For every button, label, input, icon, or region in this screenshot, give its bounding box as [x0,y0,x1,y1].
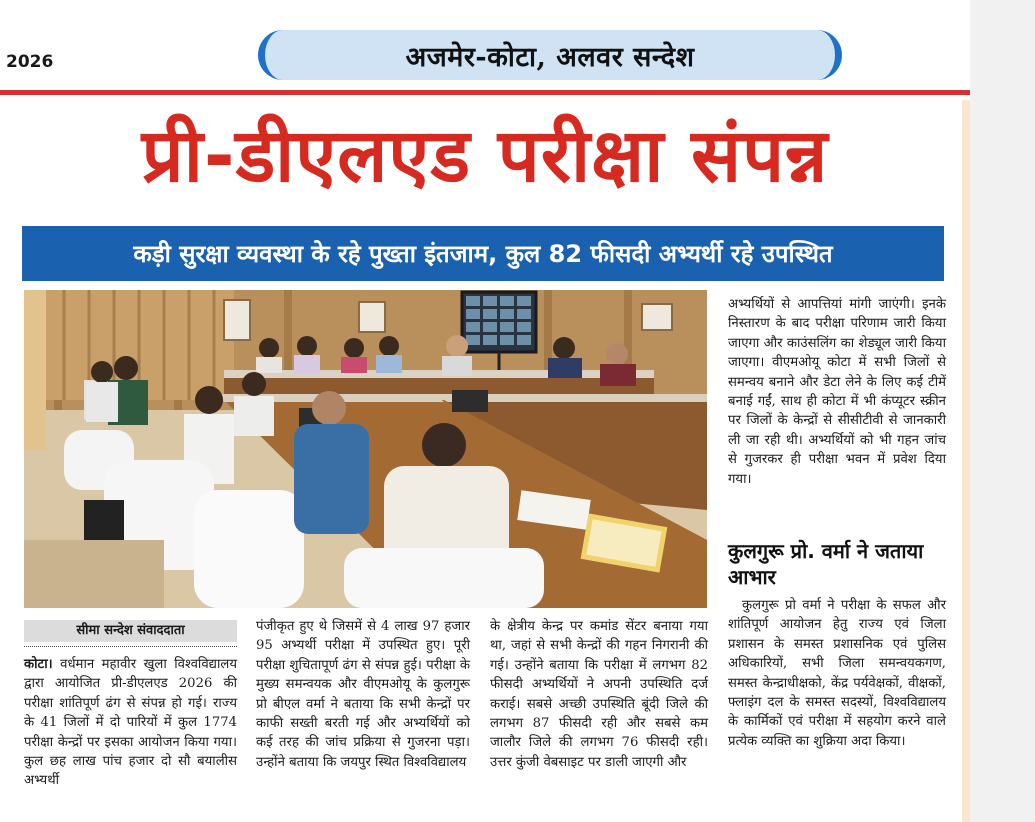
byline-divider [24,646,237,647]
section-masthead [258,30,842,80]
article-column-2 [256,617,470,772]
section-subhead: कुलगुरू प्रो. वर्मा ने जताया आभार [728,539,924,589]
article-column-4 [728,295,946,489]
page-edge-strip [962,100,970,822]
column-3-text: के क्षेत्रीय केन्द्र पर कमांड सेंटर बनाया गया था, जहां से सभी केन्द्रों की गहन निगरानी की गई। उन्होंने बताया कि परीक्षा में लगभग 82 फीसदी अभ्यर्थियों ने अपनी उपस्थिति दर्ज कराई। सबसे अच्छी उपस्थिति बूंदी जिले की लगभग 87 फीसदी रही और सबसे कम जालौर जिले की लगभग 76 फीसदी रही। उत्तर कुंजी वेबसाइट पर डाली जाएगी और [490,619,708,770]
article-column-3 [490,617,708,772]
column-2-text: पंजीकृत हुए थे जिसमें से 4 लाख 97 हजार 95 अभ्यर्थी परीक्षा में उपस्थित हुए। पूरी परीक्षा शुचितापूर्ण ढंग से संपन्न हुई। परीक्षा के मुख्य समन्वयक और वीएमओयू के कुलगुरू प्रो बीएल वर्मा ने बताया कि सभी केन्द्रों पर काफी सख्ती बरती गई और अभ्यर्थियों को कई तरह की जांच प्रक्रिया से गुजरना पड़ा। उन्होंने बताया कि जयपुर स्थित विश्वविद्यालय [256,619,470,770]
column-1-text: वर्धमान महावीर खुला विश्वविद्यालय द्वारा आयोजित प्री-डीएलएड 2026 की परीक्षा शांतिपूर्ण ढंग से संपन्न हो गई। राज्य के 41 जिलों में दो पारियों में कुल 1774 परीक्षा केन्द्रों पर इसका आयोजन किया गया। कुल छह लाख पांच हजार दो सौ बयालीस अभ्यर्थी [24,657,237,789]
viewer-margin [970,0,1035,822]
section-title: अजमेर-कोटा, अलवर सन्देश [405,41,695,73]
meeting-photo [24,290,707,608]
column-4-text: अभ्यर्थियों से आपत्तियां मांगी जाएंगी। इनके निस्तारण के बाद परीक्षा परिणाम जारी किया जाएगा और काउंसलिंग का शेड्यूल जारी किया जाएगा। वीएमओयू कोटा में सभी जिलों से समन्वय बनाने और डेटा लेने के लिए कई टीमें बनाई गईं, साथ ही कोटा में भी कंप्यूटर स्क्रीन पर जिलों के केन्द्रों से सीसीटीवी से जानकारी ली जा रही थी। अभ्यर्थियों को भी गहन जांच से गुजरकर ही परीक्षा भवन में प्रवेश दिया गया। [728,297,946,487]
column-4b-text: कुलगुरू प्रो वर्मा ने परीक्षा के सफल और शांतिपूर्ण आयोजन हेतु राज्य एवं जिला प्रशासन के समस्त प्रशासनिक एवं पुलिस अधिकारियों, सभी जिला समन्वयकगण, समस्त केन्द्राधीक्षको, केंद्र पर्यवेक्षकों, वीक्षकों, फ्लाइंग दल के समस्त सदस्यों, विश्वविद्यालय के कार्मिकों एवं परीक्षा में सहयोग करने वाले प्रत्येक व्यक्ति का शुक्रिया अदा किया। [728,598,946,749]
subheadline: कड़ी सुरक्षा व्यवस्था के रहे पुख्ता इंतजाम, कुल 82 फीसदी अभ्यर्थी रहे उपस्थित [133,240,833,268]
dateline: कोटा। [24,657,53,672]
article-column-1 [24,655,237,791]
byline: सीमा सन्देश संवाददाता [24,620,237,642]
subheadline-bar [22,226,944,281]
header-rule [0,90,970,95]
article-column-4b [728,596,946,751]
meeting-photo-illustration [24,290,707,608]
page-year: 2026 [6,52,54,72]
headline: प्री-डीएलएड परीक्षा संपन्न [141,113,829,199]
